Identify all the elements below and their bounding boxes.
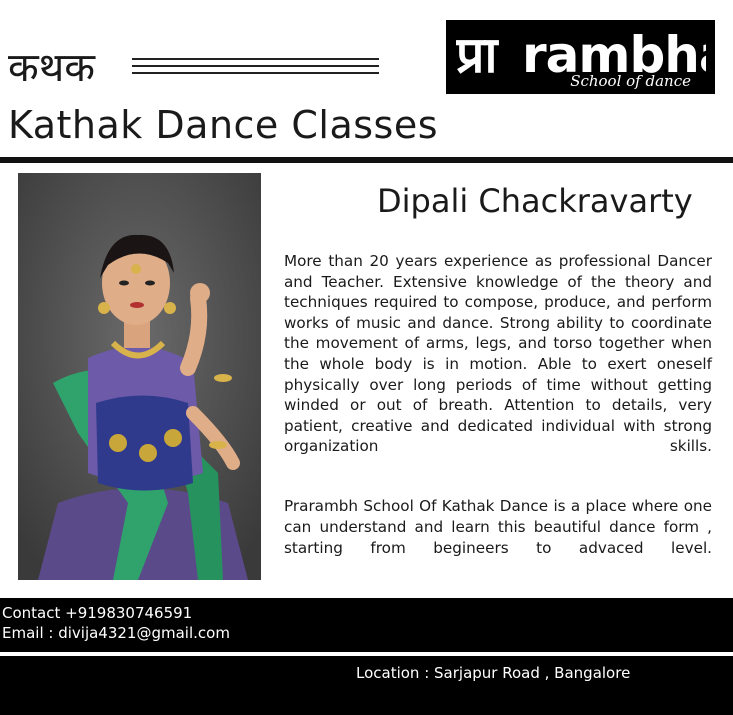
teacher-photo bbox=[18, 173, 261, 580]
header-divider bbox=[0, 157, 733, 163]
teacher-name: Dipali Chackravarty bbox=[377, 182, 693, 220]
hindi-title: कथक bbox=[8, 45, 95, 91]
school-description: Prarambh School Of Kathak Dance is a place where one can understand and learn this beautiful dance form , starting from begineers to advaced level. bbox=[284, 497, 712, 557]
dancer-illustration bbox=[18, 173, 261, 580]
contact-phone[interactable]: Contact +919830746591 bbox=[2, 604, 193, 622]
title-decorative-lines bbox=[132, 58, 379, 80]
svg-text:प्रा: प्रा bbox=[456, 26, 497, 84]
teacher-bio: More than 20 years experience as professional Dancer and Teacher. Extensive knowledge of the theory and techniques required to compose, produce, and perform works of music and dance. Strong ability to coordinate the movement of arms, legs, and torso together when the whole body is in motion. Able to exert oneself physically over long periods of time without getting winded or out of breath. Attention to details, very patient, creative and dedicated individual with strong organization skills. bbox=[284, 252, 712, 456]
prarambha-logo bbox=[446, 20, 715, 94]
contact-email[interactable]: Email : divija4321@gmail.com bbox=[2, 624, 230, 642]
page-title: Kathak Dance Classes bbox=[8, 103, 439, 147]
location-text: Location : Sarjapur Road , Bangalore bbox=[356, 664, 631, 682]
svg-text:rambha: rambh bbox=[522, 26, 699, 84]
logo-subtitle: School of dance bbox=[570, 72, 691, 90]
